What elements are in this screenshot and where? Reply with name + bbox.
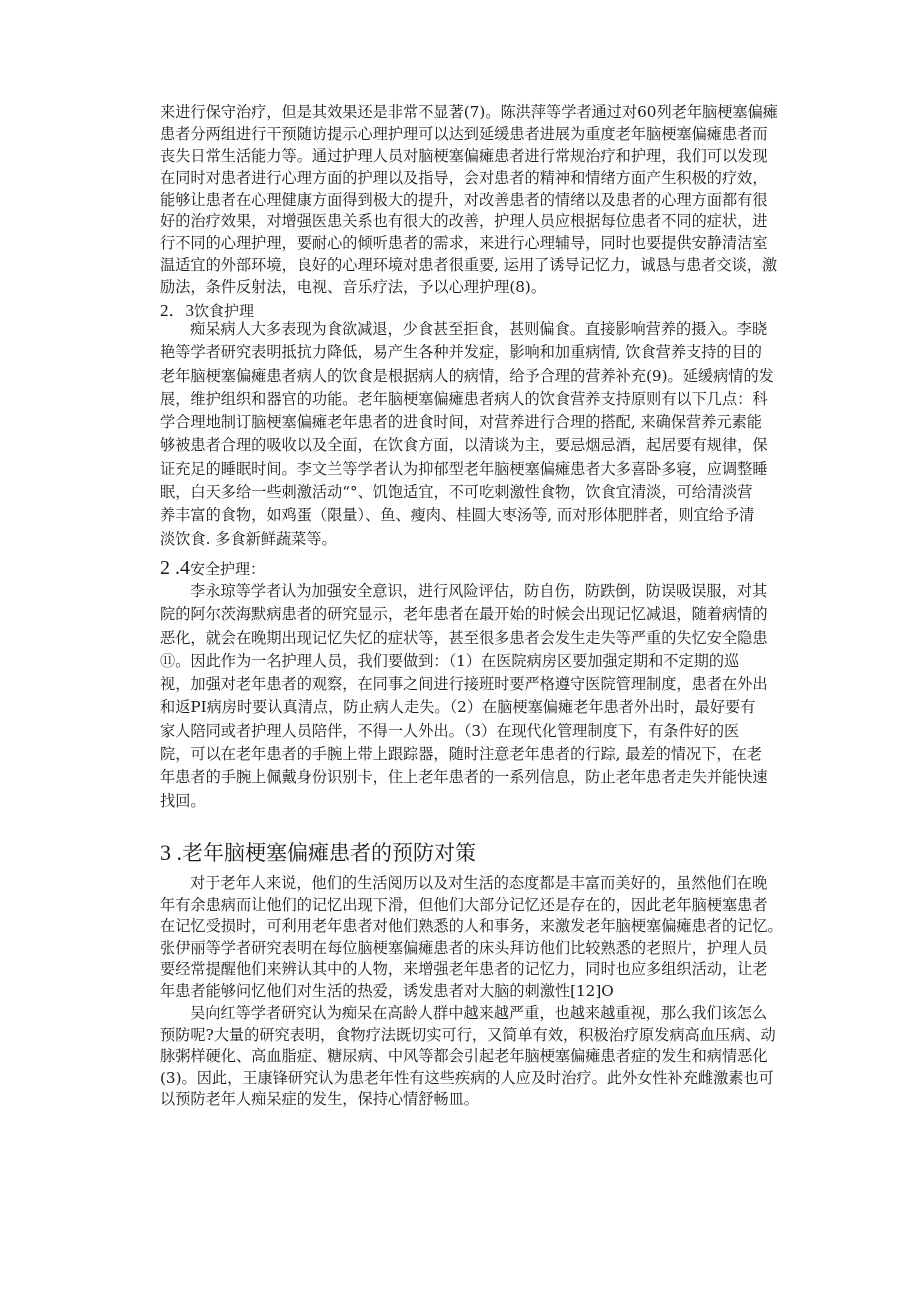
heading-title: 安全护理： <box>190 560 266 578</box>
heading-number: 2．3 <box>160 301 194 320</box>
text-line: 年有余患病而让他们的记忆出现下滑，但他们大部分记忆还是存在的，因此老年脑梗塞患者 <box>160 895 768 914</box>
text-line: 够被患者合理的吸收以及全面，在饮食方面，以清谈为主，要忌烟忌酒，起居要有规律，保 <box>160 436 768 455</box>
paragraph-diet-care <box>160 318 790 551</box>
text-line: 要经常提醒他们来辨认其中的人物，来增强老年患者的记忆力，同时也应多组织活动，让老 <box>160 960 768 978</box>
paragraph-prevention-diet <box>160 1003 790 1111</box>
text-line: 学合理地制订脑梗塞偏瘫老年患者的进食时间，对营养进行合理的搭配, 来确保营养元素能 <box>160 413 762 432</box>
text-line: 在同时对患者进行心理方面的护理以及指导，会对患者的精神和情绪方面产生积极的疗效， <box>160 168 768 187</box>
heading-number: 3 . <box>160 840 182 865</box>
text-line: 吴向红等学者研究认为痴呆在高龄人群中越来越严重，也越来越重视，那么我们该怎么 <box>190 1004 768 1022</box>
text-line: 恶化，就会在晚期出现记忆失忆的症状等，甚至很多患者会发生走失等严重的失忆安全隐患 <box>160 628 768 647</box>
text-line: 眠，白天多给一些刺激活动“°、饥饱适宜，不可吃刺激性食物，饮食宜清淡，可给清淡营 <box>160 483 753 502</box>
heading-title: 老年脑梗塞偏瘫患者的预防对策 <box>182 841 476 865</box>
text-line: 励法，条件反射法，电视、音乐疗法，予以心理护理(8)。 <box>160 278 547 297</box>
text-line: 淡饮食. 多食新鲜蔬菜等。 <box>160 529 337 548</box>
text-line: 以预防老年人痴呆症的发生，保持心情舒畅皿。 <box>160 1090 479 1108</box>
section-heading-3 <box>160 837 476 867</box>
text-line: 老年脑梗塞偏瘫患者病人的饮食是根据病人的病情，给予合理的营养补充(9)。延缓病情的发 <box>160 366 774 385</box>
text-line: 行不同的心理护理，要耐心的倾听患者的需求，来进行心理辅导，同时也要提供安静清洁室 <box>160 234 768 253</box>
text-line: (3)。因此，王康锋研究认为患老年性有这些疾病的人应及时治疗。此外女性补充雌激素也可 <box>160 1068 774 1087</box>
heading-number: 2 .4 <box>160 557 190 579</box>
text-line: 视，加强对老年患者的观察，在同事之间进行接班时要严格遵守医院管理制度，患者在外出 <box>160 675 768 694</box>
text-line: 家人陪同或者护理人员陪伴，不得一人外出。（3）在现代化管理制度下，有条件好的医 <box>160 721 740 740</box>
paragraph-safety-care <box>160 580 790 813</box>
text-line: 能够让患者在心理健康方面得到极大的提升，对改善患者的情绪以及患者的心理方面都有很 <box>160 190 768 209</box>
text-line: 患者分两组进行干预随访提示心理护理可以达到延缓患者进展为重度老年脑梗塞偏瘫患者而 <box>160 124 768 143</box>
paragraph-prevention-memory <box>160 873 790 1002</box>
text-line: 张伊丽等学者研究表明在每位脑梗塞偏瘫患者的床头拜访他们比较熟悉的老照片，护理人员 <box>160 938 768 957</box>
text-line: 年患者能够问忆他们对生活的热爱，诱发患者对大脑的刺激性[12]O <box>160 981 614 1000</box>
text-line: 院，可以在老年患者的手腕上带上跟踪器，随时注意老年患者的行踪, 最差的情况下，在老 <box>160 745 762 764</box>
heading-2-4 <box>160 557 265 580</box>
text-line: 温适宜的外部环境，良好的心理环境对患者很重要, 运用了诱导记忆力，诚恳与患者交谈，激 <box>160 256 778 275</box>
text-line: 找回。 <box>160 791 206 810</box>
text-line: 李永琼等学者认为加强安全意识，进行风险评估，防自伤，防跌倒，防误吸误服，对其 <box>190 582 768 600</box>
text-line: 艳等学者研究表明抵抗力降低，易产生各种并发症，影响和加重病情, 饮食营养支持的目的 <box>160 343 762 362</box>
text-line: 对于老年人来说，他们的生活阅历以及对生活的态度都是丰富而美好的，虽然他们在晚 <box>190 874 768 892</box>
text-line: 丧失日常生活能力等。通过护理人员对脑梗塞偏瘫患者进行常规治疗和护理，我们可以发现 <box>160 146 768 165</box>
text-line: 年患者的手腕上佩戴身份识别卡，住上老年患者的一系列信息，防止老年患者走失并能快速 <box>160 768 768 787</box>
paragraph-psych-care <box>160 102 790 299</box>
text-line: 预防呢?大量的研究表明，食物疗法既切实可行，又简单有效，积极治疗原发病高血压病、动 <box>160 1025 776 1044</box>
text-line: 证充足的睡眠时间。李文兰等学者认为抑郁型老年脑梗塞偏瘫患者大多喜卧多寝，应调整睡 <box>160 459 768 478</box>
text-line: 来进行保守治疗，但是其效果还是非常不显著(7)。陈洪萍等学者通过对60列老年脑梗塞偏瘫 <box>160 103 778 121</box>
text-line: 痴呆病人大多表现为食欲减退，少食甚至拒食，甚则偏食。直接影响营养的摄入。李晓 <box>190 320 768 338</box>
text-line: 院的阿尔茨海默病患者的研究显示，老年患者在最开始的时候会出现记忆减退，随着病情的 <box>160 605 768 624</box>
text-line: 好的治疗效果，对增强医患关系也有很大的改善，护理人员应根据每位患者不同的症状，进 <box>160 212 768 231</box>
text-line: 养丰富的食物，如鸡蛋（限量）、鱼、瘦肉、桂圆大枣汤等, 而对形体肥胖者，则宜给予清 <box>160 506 755 525</box>
text-line: 在记忆受损时，可利用老年患者对他们熟悉的人和事务，来激发老年脑梗塞偏瘫患者的记忆。 <box>160 917 783 935</box>
text-line: 脉粥样硬化、高血脂症、糖尿病、中风等都会引起老年脑梗塞偏瘫患者症的发生和病情恶化 <box>160 1047 768 1065</box>
heading-title: 饮食护理 <box>194 302 255 320</box>
text-line: 和返PI病房时要认真清点，防止病人走失。（2）在脑梗塞偏瘫老年患者外出时，最好要有 <box>160 698 756 717</box>
text-line: ⑪。因此作为一名护理人员，我们要做到：（1）在医院病房区要加强定期和不定期的巡 <box>160 651 740 670</box>
text-line: 展，维护组织和器官的功能。老年脑梗塞偏瘫患者病人的饮食营养支持原则有以下几点：科 <box>160 389 768 408</box>
